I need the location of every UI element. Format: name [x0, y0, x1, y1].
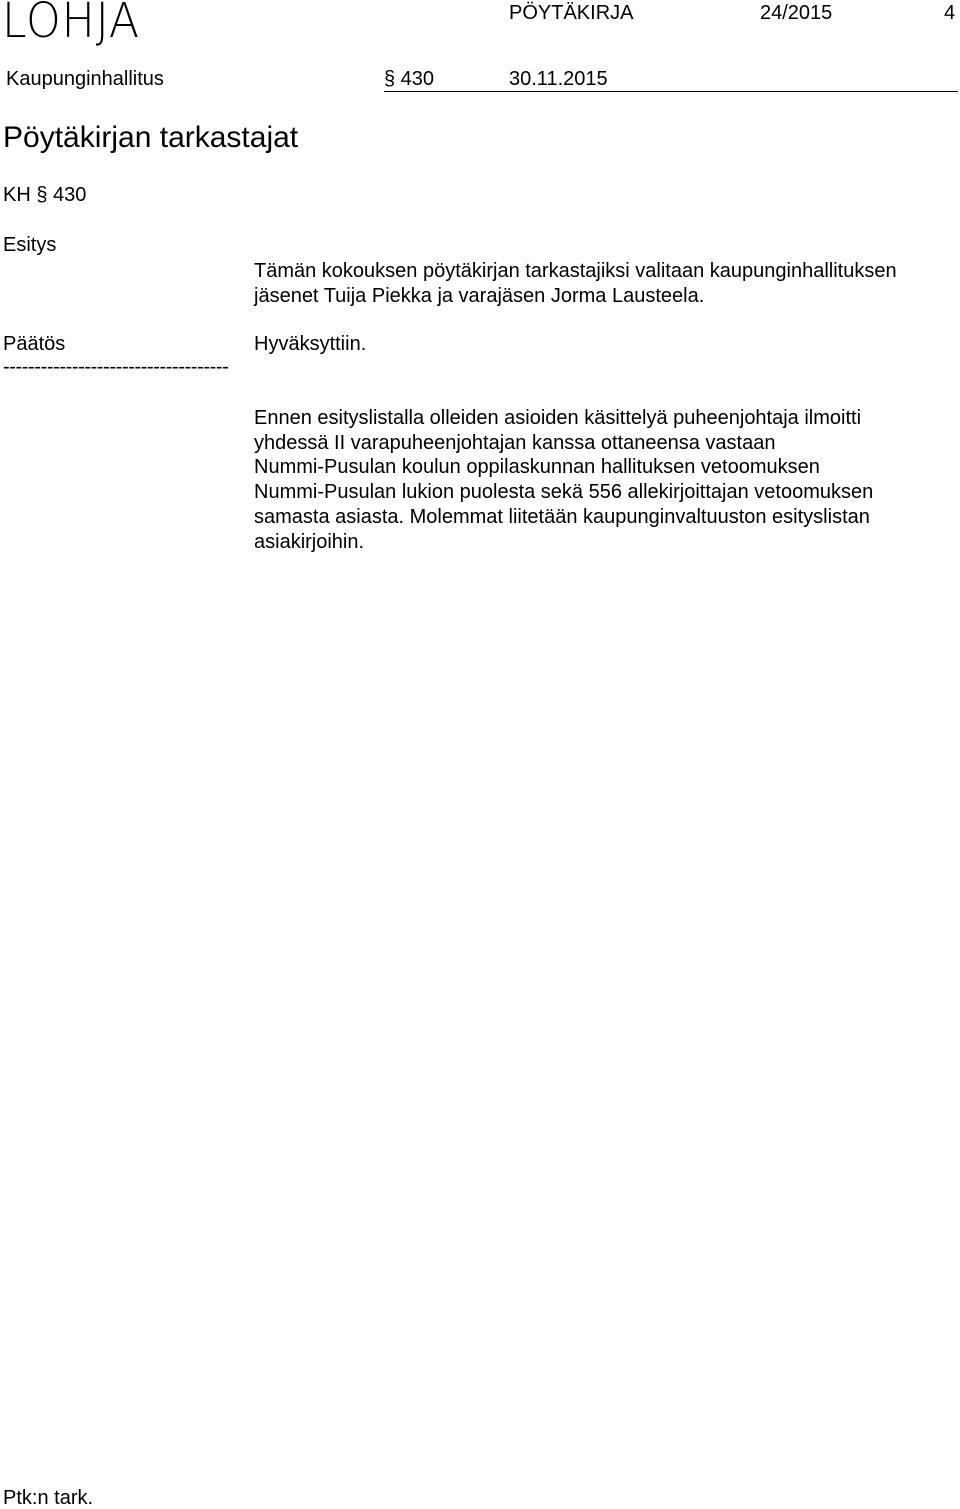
notice-line: samasta asiasta. Molemmat liitetään kaupunginvaltuuston esityslistan — [254, 505, 870, 528]
meeting-date: 30.11.2015 — [509, 68, 608, 90]
document-number: 24/2015 — [760, 2, 833, 24]
notice-line: yhdessä II varapuheenjohtajan kanssa ottaneensa vastaan — [254, 431, 776, 454]
organ-name: Kaupunginhallitus — [6, 68, 164, 90]
proposal-line: jäsenet Tuija Piekka ja varajäsen Jorma Lausteela. — [254, 284, 705, 307]
page-number: 4 — [944, 2, 956, 24]
notice-line: Nummi-Pusulan koulun oppilaskunnan hallituksen vetoomuksen — [254, 456, 820, 479]
proposal-label: Esitys — [3, 234, 57, 256]
separator-line: ------------------------------------ — [3, 356, 229, 378]
document-type: PÖYTÄKIRJA — [509, 2, 634, 24]
proposal-line: Tämän kokouksen pöytäkirjan tarkastajiksi valitaan kaupunginhallituksen — [254, 260, 897, 282]
decision-label: Päätös — [3, 333, 66, 355]
proposal-text — [254, 259, 897, 308]
notice-line: asiakirjoihin. — [254, 530, 365, 553]
lohja-logo: LOHJA — [2, 0, 141, 49]
notice-line: Ennen esityslistalla olleiden asioiden käsittelyä puheenjohtaja ilmoitti — [254, 407, 862, 429]
item-reference: KH § 430 — [3, 184, 87, 206]
footer-checker-label: Ptk:n tark. — [3, 1487, 94, 1509]
section-number: § 430 — [384, 68, 435, 90]
notice-line: Nummi-Pusulan lukion puolesta sekä 556 allekirjoittajan vetoomuksen — [254, 481, 874, 504]
item-title: Pöytäkirjan tarkastajat — [3, 121, 299, 154]
notice-text — [254, 406, 944, 554]
decision-text: Hyväksyttiin. — [254, 333, 367, 355]
header-divider — [384, 91, 958, 92]
